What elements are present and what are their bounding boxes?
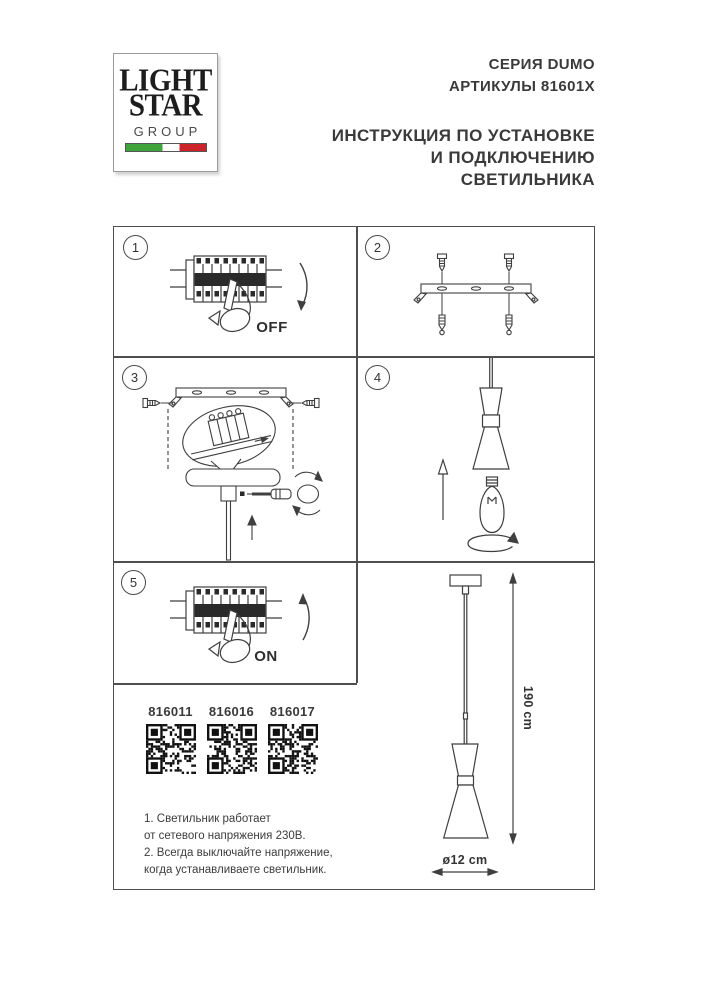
qr-code-icon bbox=[268, 724, 318, 774]
turn-off-arrow-icon bbox=[300, 263, 307, 306]
step1-breaker-off-illustration bbox=[114, 227, 356, 356]
rotate-arrow-icon bbox=[468, 535, 514, 552]
italian-flag-stripe bbox=[125, 143, 207, 152]
series-label: СЕРИЯ DUMO bbox=[488, 56, 595, 73]
suspension-cord-icon bbox=[490, 357, 493, 388]
side-screw-icon bbox=[143, 399, 160, 408]
on-label: ON bbox=[254, 648, 278, 665]
doc-title-line2: И ПОДКЛЮЧЕНИЮ СВЕТИЛЬНИКА bbox=[430, 148, 595, 189]
screw-icon bbox=[505, 254, 514, 271]
step3-canopy-wiring-illustration bbox=[114, 357, 356, 561]
note-line: 2. Всегда выключайте напряжение, bbox=[144, 847, 333, 859]
row-divider bbox=[114, 683, 357, 685]
diabolo-shade-icon bbox=[473, 388, 509, 469]
article-code: 816011 bbox=[148, 704, 193, 719]
diabolo-shade-icon bbox=[444, 744, 488, 838]
document-header bbox=[320, 54, 595, 191]
arrowhead-icon bbox=[299, 593, 308, 605]
side-screw-icon bbox=[302, 399, 319, 408]
screwdriver-icon bbox=[247, 489, 291, 499]
logo-word-group: GROUP bbox=[133, 124, 202, 139]
off-label: OFF bbox=[256, 319, 288, 336]
turning-hand-icon bbox=[293, 472, 322, 515]
row-divider bbox=[114, 356, 594, 358]
set-screw-icon bbox=[240, 492, 245, 497]
article-code: 816016 bbox=[208, 704, 255, 719]
step-number-badge-5: 5 bbox=[121, 570, 146, 595]
wall-anchor-icon bbox=[439, 315, 445, 335]
doc-title-line1: ИНСТРУКЦИЯ ПО УСТАНОВКЕ bbox=[331, 126, 595, 145]
note-line: от сетевого напряжения 230В. bbox=[144, 830, 306, 842]
logo-word-light: LIGHT bbox=[119, 63, 212, 99]
up-arrow-icon bbox=[439, 460, 448, 520]
step-number-badge-2: 2 bbox=[365, 235, 390, 260]
light-bulb-icon bbox=[480, 477, 504, 533]
pendant-rod-icon bbox=[227, 501, 231, 560]
ceiling-canopy-icon bbox=[186, 469, 280, 486]
lightstar-logo bbox=[113, 53, 218, 172]
articles-label: АРТИКУЛЫ 81601X bbox=[449, 78, 595, 95]
logo-word-star: STAR bbox=[128, 88, 203, 124]
height-dimension-label: 190 cm bbox=[521, 685, 535, 731]
step-number-badge-1: 1 bbox=[123, 235, 148, 260]
up-arrow-icon bbox=[248, 516, 256, 525]
qr-item-816017 bbox=[266, 704, 319, 774]
step4-bulb-install-illustration bbox=[358, 357, 593, 561]
diameter-dimension-line bbox=[433, 869, 497, 875]
height-dimension-line bbox=[510, 574, 516, 843]
screw-icon bbox=[438, 254, 447, 271]
note-line: 1. Светильник работает bbox=[144, 813, 271, 825]
article-code: 816017 bbox=[269, 704, 316, 719]
note-line: когда устанавливаете светильник. bbox=[144, 864, 327, 876]
diameter-dimension-label: ø12 cm bbox=[442, 853, 488, 867]
qr-code-icon bbox=[207, 724, 257, 774]
instruction-grid bbox=[113, 226, 595, 890]
wall-anchor-icon bbox=[506, 315, 512, 335]
qr-code-icon bbox=[146, 724, 196, 774]
step-number-badge-3: 3 bbox=[122, 365, 147, 390]
suspension-cord-icon bbox=[464, 594, 467, 744]
step5-breaker-on-illustration bbox=[114, 562, 356, 683]
qr-item-816011 bbox=[144, 704, 197, 774]
mounting-bracket-icon bbox=[169, 388, 293, 407]
column-divider bbox=[356, 227, 358, 683]
step2-bracket-illustration bbox=[358, 227, 593, 356]
safety-notes bbox=[144, 811, 344, 879]
pendant-dimensions-drawing bbox=[358, 562, 593, 888]
mounting-bracket-icon bbox=[414, 284, 538, 303]
row-divider bbox=[114, 561, 594, 563]
step-number-badge-4: 4 bbox=[365, 365, 390, 390]
ceiling-plate-icon bbox=[450, 575, 481, 586]
product-qr-list bbox=[144, 704, 319, 774]
qr-item-816016 bbox=[205, 704, 258, 774]
